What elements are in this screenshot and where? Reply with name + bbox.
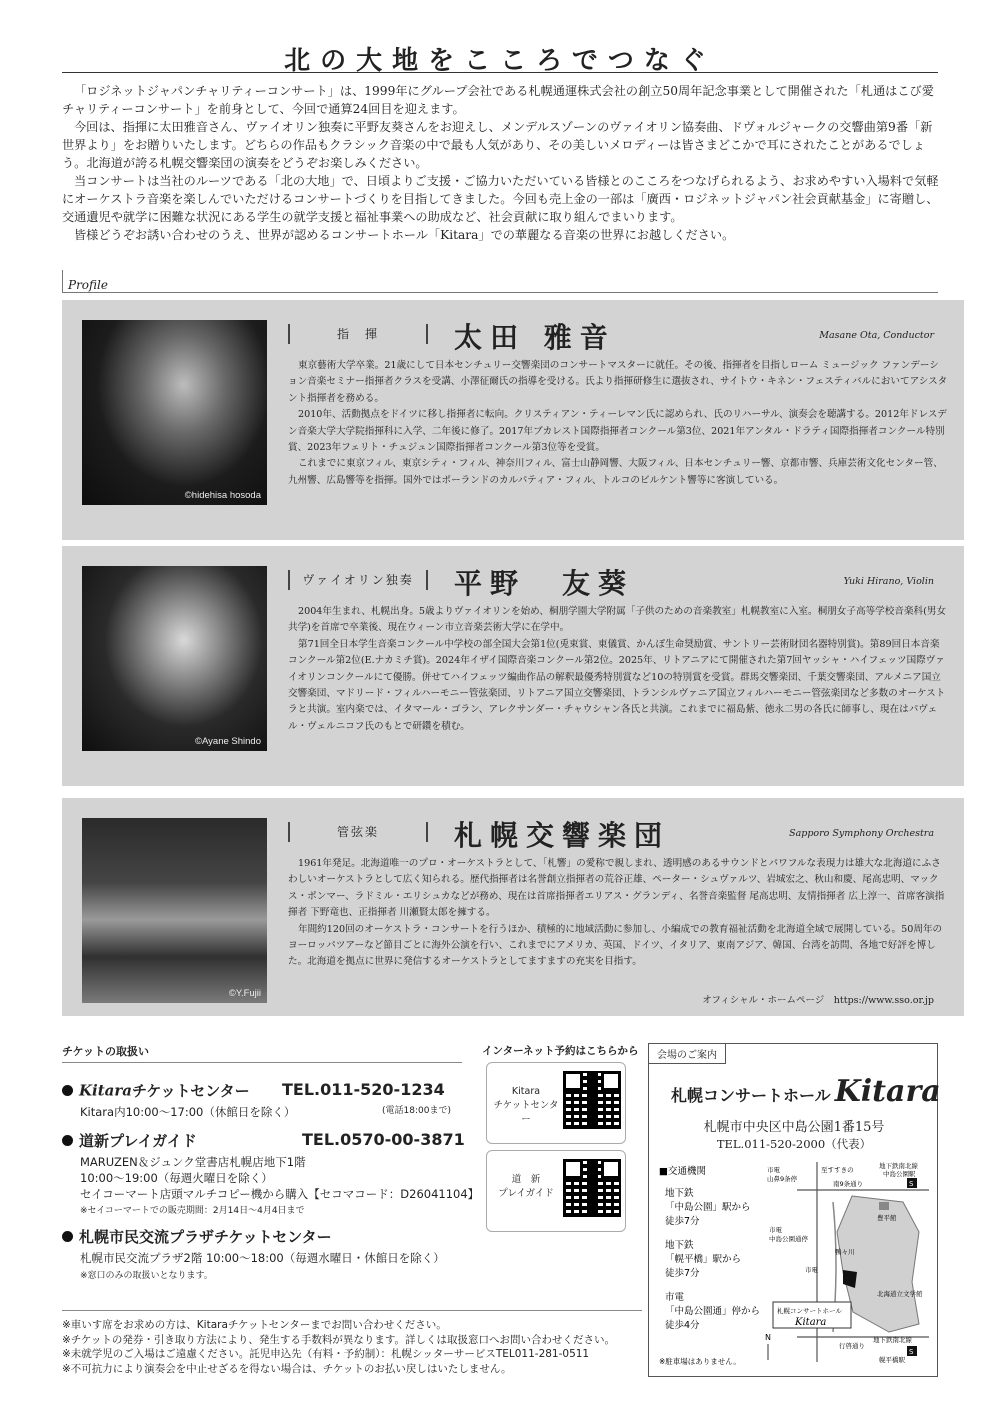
transit-line: 徒歩7分: [665, 1216, 700, 1227]
internet-booking-heading: インターネット予約はこちらから: [482, 1045, 639, 1057]
violinist-role: ヴァイオリン独奏: [288, 570, 428, 590]
bio-paragraph: 第71回全日本学生音楽コンクール中学校の部全国大会第1位(兎束賞、東儀賞、かんぽ生命奨励賞、サントリー芸術財団名器特別賞)。第89回日本音楽コンクール第2位(E.ナカミチ賞)。2024年イザイ国際音楽コンクール第2位。2025年、リトアニアにて開催された第7回ヤッシャ・ハイフェッツ国際ヴァイオリンコンクールにて優勝。併せてハイフェッツ編曲作品の解釈最優秀特別賞など10の特別賞を受賞。群馬交響楽団、千葉交響楽団、アルメニア国立交響楽団、マドリード・フィルハーモニー管弦楽団、リトアニア国立交響楽団、トランシルヴァニア国立フィルハーモニー管弦楽団など多数のオーケストラと共演。室内楽では、イタマール・ゴラン、アレクサンダー・チャウシャン各氏と共演。これまでに福島紫、徳永二男の各氏に師事し、現在はパヴェル・ヴェルニコフ氏のもとで研鑽を積む。: [288, 638, 946, 732]
violinist-photo: [82, 566, 267, 751]
map-label: 鴨々川: [835, 1248, 855, 1256]
venue-tab: 会場のご案内: [649, 1044, 726, 1064]
violinist-bio: [288, 604, 948, 735]
map-label: 地下鉄南北線: [873, 1336, 912, 1344]
bio-paragraph: 1961年発足。北海道唯一のプロ・オーケストラとして、「札響」の愛称で親しまれ、透明感のあるサウンドとパワフルな表現力は雄大な北海道にふさわしいオーケストラとして広く知られる。歴代指揮者は名誉創立指揮者の荒谷正雄、ペーター・シュヴァルツ、岩城宏之、秋山和慶、尾高忠明、マックス・ポンマー、ラドミル・エリシュカなどが務め、現在は首席指揮者エリアス・グランディ、名誉音楽監督 尾高忠明、友情指揮者 広上淳一、首席客演指揮者 下野竜也、正指揮者 川瀬賢太郎を擁する。: [288, 858, 945, 919]
bio-paragraph: 2010年、活動拠点をドイツに移し指揮者に転向。クリスティアン・ティーレマン氏に認められ、氏のリハーサル、演奏会を聴講する。2012年ドレスデン音楽大学大学院指揮科に入学、二年後に修了。2017年ブカレスト国際指揮者コンクール第3位、2021年アンタル・ドラティ国際指揮者コンクール特別賞、2023年フェリト・チュジュン国際指揮者コンクール第3位等を受賞。: [288, 409, 947, 454]
violinist-name: 平野 友葵: [454, 567, 635, 600]
transit-line: 市電: [665, 1292, 685, 1303]
map-label: 豊平館: [877, 1214, 897, 1222]
outlet-hours: 10:00〜19:00（毎週火曜日を除く）: [80, 1171, 273, 1185]
conductor-photo: [82, 320, 267, 505]
transit-line: 徒歩7分: [665, 1268, 700, 1279]
map-label: 至すすきの: [821, 1166, 854, 1174]
orchestra-photo: [82, 818, 267, 1003]
conductor-name: 太田 雅音: [454, 321, 616, 354]
page-title: 北の大地をこころでつなぐ: [284, 46, 716, 76]
outlet-name: 道新プレイガイド: [79, 1132, 197, 1150]
ticket-outlet-doshin: [62, 1130, 465, 1151]
bio-paragraph: 年間約120回のオーケストラ・コンサートを行うほか、積極的に地域活動に参加し、小編成での教育福祉活動を北海道全域で展開している。50周年のヨーロッパツアーなど節目ごとに海外公演を行い、これまでにアメリカ、英国、ドイツ、イタリア、東南アジア、韓国、台湾を訪問、各地で好評を博した。北海道を拠点に世界に発信するオーケストラとしてますますの充実を目指す。: [288, 923, 943, 968]
ticket-outlet-kitara: [62, 1080, 445, 1101]
intro-text: [62, 82, 942, 244]
map-label: 幌平橋駅: [879, 1356, 905, 1364]
outlet-tel[interactable]: TEL.011-520-1234: [282, 1080, 445, 1099]
kitara-building-icon: [843, 1270, 857, 1288]
photo-credit: ©Ayane Shindo: [195, 736, 261, 747]
conductor-bio: [288, 358, 948, 489]
ticket-outlet-plaza: [62, 1226, 332, 1247]
orchestra-role: 管弦楽: [288, 822, 428, 842]
north-icon: N: [765, 1333, 771, 1342]
venue-name: [671, 1074, 941, 1109]
intro-paragraph-4: 皆様どうぞお誘い合わせのうえ、世界が認めるコンサートホール「Kitara」での華麗なる音楽の世界にお越しください。: [74, 228, 735, 242]
photo-credit: ©hidehisa hosoda: [184, 490, 261, 501]
map-label: 中島公園駅: [883, 1170, 916, 1178]
outlet-note: ※セイコーマートでの販売期間：2月14日〜4月4日まで: [80, 1206, 305, 1216]
transit-line: 徒歩4分: [665, 1320, 700, 1331]
outlet-purchase: セイコーマート店頭マルチコピー機から購入【セコマコード：D26041104】: [80, 1187, 480, 1201]
qr-label: [491, 1085, 561, 1127]
kitara-qr-box[interactable]: [486, 1062, 626, 1144]
intro-paragraph-1: 「ロジネットジャパンチャリティーコンサート」は、1999年にグループ会社である札幌通運株式会社の創立50周年記念事業として開催された「札通はこび愛チャリティーコンサート」を前身として、今回で通算24回目を迎えます。: [62, 84, 934, 116]
profile-rule: [62, 292, 938, 293]
map-label: 山鼻9条停: [767, 1175, 798, 1183]
venue-address: 札幌市中央区中島公園1番15号: [703, 1120, 885, 1135]
notes-rule: [62, 1310, 642, 1311]
map-label: 南9条通り: [833, 1180, 864, 1188]
outlet-note: ※窓口のみの取扱いとなります。: [80, 1271, 213, 1281]
venue-tel[interactable]: TEL.011-520-2000（代表）: [716, 1137, 872, 1151]
transit-title: ■交通機関: [659, 1166, 706, 1177]
official-website-link[interactable]: オフィシャル・ホームページ https://www.sso.or.jp: [702, 995, 934, 1006]
venue-map: [657, 1162, 929, 1372]
tickets-heading: チケットの取扱い: [62, 1045, 150, 1058]
note-line: ※チケットの発券・引き取り方法により、発生する手数料が異なります。詳しくは取扱窓口へお問い合わせください。: [62, 1333, 616, 1346]
bio-paragraph: 2004年生まれ、札幌出身。5歳よりヴァイオリンを始め、桐朋学園大学附属「子供のための音楽教室」札幌教室に入室。桐朋女子高等学校音楽科(男女共学)を首席で卒業後、現在ウィーン市立音楽芸術大学に在学中。: [288, 606, 947, 634]
qr-label-line: プレイガイド: [498, 1188, 554, 1199]
conductor-card: [62, 300, 964, 540]
note-line: ※車いす席をお求めの方は、Kitaraチケットセンターまでお問い合わせください。: [62, 1319, 447, 1331]
orchestra-name-en: Sapporo Symphony Orchestra: [789, 828, 934, 839]
title-rule: [62, 72, 938, 73]
map-label: 市電: [767, 1166, 780, 1174]
outlet-name: チケットセンター: [132, 1082, 250, 1100]
transit-line: 地下鉄: [665, 1188, 694, 1199]
venue-info: [648, 1043, 941, 1377]
venue-name-jp: 札幌コンサートホール: [671, 1086, 831, 1105]
outlet-tel-note: (電話18:00まで): [382, 1106, 451, 1116]
orchestra-card: [62, 798, 964, 1016]
station-mark: S: [909, 1348, 914, 1356]
qr-code-icon[interactable]: [563, 1159, 621, 1217]
bio-paragraph: これまでに東京フィル、東京シティ・フィル、神奈川フィル、富士山静岡響、大阪フィル、日本センチュリー響、京都市響、兵庫芸術文化センター管、九州響、広島響等を指揮。国外ではポーランドのカルパティア・フィル、トルコのビルケント響等に客演している。: [288, 458, 943, 486]
bullet-icon: [62, 1231, 73, 1242]
kitara-logo: Kitara: [834, 1074, 941, 1109]
qr-label-line: Kitara: [511, 1086, 541, 1097]
transit-line: 「中島公園」駅から: [665, 1202, 751, 1213]
outlet-name: 札幌市民交流プラザチケットセンター: [79, 1228, 332, 1246]
outlet-hours: 札幌市民交流プラザ2階 10:00〜18:00（毎週水曜日・休館日を除く）: [80, 1251, 445, 1265]
map-label: 地下鉄南北線: [879, 1162, 918, 1170]
map-label: 中島公園通停: [769, 1235, 808, 1243]
intro-paragraph-3: 当コンサートは当社のルーツである「北の大地」で、日頃よりご支援・ご協力いただいている皆様とのこころをつなげられるよう、お求めやすい入場料で気軽にオーケストラ音楽を楽しんでいただけるコンサートづくりを目指してきました。今回も売上金の一部は「廣西・ロジネットジャパン社会貢献基金」に寄贈し、交通遺児や就学に困難な状況にある学生の就学支援と福祉事業への助成など、社会貢献に取り組んでまいります。: [62, 174, 939, 224]
map-label: 市電: [805, 1266, 818, 1274]
qr-code-icon[interactable]: [563, 1071, 621, 1129]
map-label: Kitara: [795, 1317, 827, 1328]
conductor-name-en: Masane Ota, Conductor: [819, 330, 934, 341]
note-line: ※不可抗力により演奏会を中止せざるを得ない場合は、チケットのお払い戻しはいたしません。: [62, 1362, 512, 1375]
qr-label: [491, 1173, 561, 1201]
parking-note: ※駐車場はありません。: [659, 1357, 741, 1366]
profile-label: Profile: [68, 278, 108, 292]
violinist-name-en: Yuki Hirano, Violin: [843, 576, 934, 587]
profile-divider: [62, 270, 63, 292]
qr-label-line: 道 新: [511, 1174, 541, 1185]
map-label: 行啓通り: [839, 1342, 865, 1350]
orchestra-bio: [288, 856, 948, 971]
map-label: 北海道立文学館: [877, 1290, 923, 1298]
outlet-location: MARUZEN＆ジュンク堂書店札幌店地下1階: [80, 1155, 306, 1169]
transit-line: 地下鉄: [665, 1240, 694, 1251]
conductor-role: 指 揮: [288, 324, 428, 344]
doshin-qr-box[interactable]: [486, 1150, 626, 1232]
orchestra-name: 札幌交響楽団: [454, 819, 671, 852]
intro-paragraph-2: 今回は、指揮に太田雅音さん、ヴァイオリン独奏に平野友葵さんをお迎えし、メンデルスゾーンのヴァイオリン協奏曲、ドヴォルジャークの交響曲第9番「新世界より」をお贈りいたします。どちらの作品もクラシック音楽の中で最も人気があり、その美しいメロディーは皆さまどこかで耳にされたことがあるでしょう。北海道が誇る札幌交響楽団の演奏をどうぞお楽しみください。: [62, 120, 933, 170]
station-mark: S: [909, 1180, 914, 1188]
bullet-icon: [62, 1085, 73, 1096]
tickets-rule: [62, 1062, 462, 1063]
map-label: 札幌コンサートホール: [777, 1307, 842, 1315]
outlet-hours: Kitara内10:00〜17:00（休館日を除く）: [80, 1105, 296, 1119]
kitara-brand: Kitara: [79, 1081, 133, 1100]
transit-line: 「中島公園通」停から: [665, 1306, 761, 1317]
outlet-tel[interactable]: TEL.0570-00-3871: [302, 1130, 465, 1149]
photo-credit: ©Y.Fujii: [228, 988, 261, 999]
qr-label-line: チケットセンター: [493, 1100, 559, 1125]
note-line: ※未就学児のご入場はご遠慮ください。託児申込先（有料・予約制）：札幌シッターサービスTEL011-281-0511: [62, 1348, 590, 1360]
hoheikan-icon: [879, 1202, 889, 1210]
transit-line: 「幌平橋」駅から: [665, 1254, 742, 1265]
bio-paragraph: 東京藝術大学卒業。21歳にして日本センチュリー交響楽団のコンサートマスターに就任。その後、指揮者を目指しローム ミュージック ファンデーション音楽セミナー指揮者クラスを受講、小澤征爾氏の指導を受ける。氏より指揮研修生に選抜され、サイトウ・キネン・フェスティバルにおいてアシスタント指揮者を務める。: [288, 360, 948, 404]
bullet-icon: [62, 1135, 73, 1146]
map-label: 市電: [769, 1226, 782, 1234]
notes: [62, 1318, 642, 1376]
violinist-card: [62, 546, 964, 786]
